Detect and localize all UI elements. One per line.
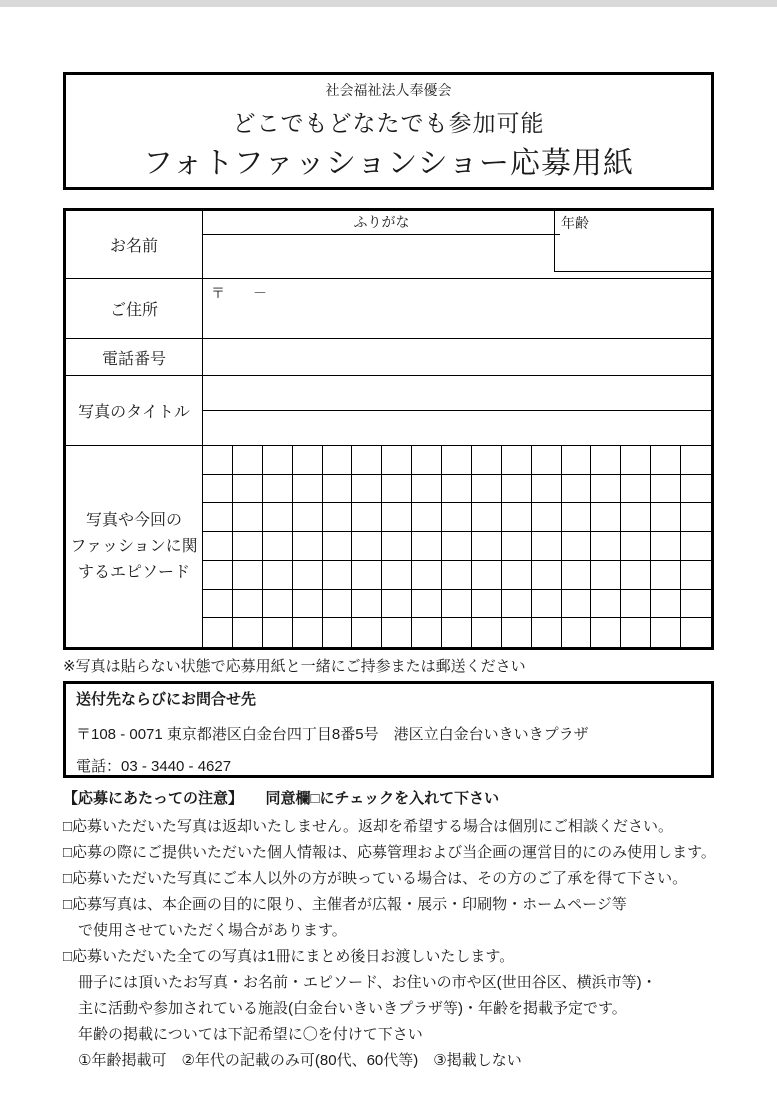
episode-grid-cell[interactable]: [472, 475, 502, 504]
contact-box: [63, 681, 714, 778]
furigana-label: ふりがな: [203, 211, 560, 235]
application-form-document: [63, 72, 714, 1074]
episode-grid-cell[interactable]: [681, 503, 711, 532]
episode-grid-cell[interactable]: [651, 446, 681, 475]
episode-grid-cell[interactable]: [532, 561, 562, 590]
episode-grid-cell[interactable]: [263, 475, 293, 504]
episode-grid-cell[interactable]: [293, 561, 323, 590]
episode-grid-cell[interactable]: [442, 590, 472, 619]
episode-label-line: するエピソード: [77, 563, 190, 581]
episode-grid-cell[interactable]: [651, 590, 681, 619]
episode-grid-cell[interactable]: [263, 503, 293, 532]
note-line: 冊子には頂いたお写真・お名前・エピソード、お住いの市や区(世田谷区、横浜市等)・: [63, 974, 657, 991]
episode-grid-cell[interactable]: [651, 532, 681, 561]
episode-grid-cell[interactable]: [681, 446, 711, 475]
episode-grid-cell[interactable]: [323, 590, 353, 619]
episode-grid-cell[interactable]: [681, 561, 711, 590]
episode-grid-cell[interactable]: [442, 475, 472, 504]
note-line: 年齢の掲載については下記希望に〇を付けて下さい: [63, 1026, 423, 1043]
episode-grid-cell[interactable]: [293, 590, 323, 619]
episode-grid-cell[interactable]: [562, 590, 592, 619]
episode-grid-cell[interactable]: [562, 446, 592, 475]
episode-grid-cell[interactable]: [412, 561, 442, 590]
episode-grid-cell[interactable]: [591, 618, 621, 647]
episode-grid-cell[interactable]: [472, 532, 502, 561]
organization-name: 社会福祉法人奉優会: [325, 82, 452, 98]
notes-lines: [63, 814, 714, 1074]
episode-grid-cell[interactable]: [233, 475, 263, 504]
episode-grid-cell[interactable]: [382, 446, 412, 475]
episode-grid-cell[interactable]: [203, 532, 233, 561]
episode-grid-cell[interactable]: [591, 475, 621, 504]
episode-grid-cell[interactable]: [263, 618, 293, 647]
phone-label: 電話番号: [66, 339, 203, 375]
episode-grid-cell[interactable]: [412, 475, 442, 504]
episode-grid-cell[interactable]: [472, 590, 502, 619]
contact-address: 〒108 - 0071 東京都港区白金台四丁目8番5号 港区立白金台いきいきプラザ: [76, 726, 589, 743]
episode-grid-cell[interactable]: [203, 561, 233, 590]
episode-grid-cell[interactable]: [651, 561, 681, 590]
episode-grid-cell[interactable]: [203, 446, 233, 475]
episode-grid-cell[interactable]: [562, 475, 592, 504]
note-line: □応募の際にご提供いただいた個人情報は、応募管理および当企画の運営目的にのみ使用します。: [63, 844, 716, 861]
note-line: □応募写真は、本企画の目的に限り、主催者が広報・展示・印刷物・ホームページ等: [63, 896, 627, 913]
episode-grid-cell[interactable]: [263, 561, 293, 590]
episode-grid-cell[interactable]: [532, 446, 562, 475]
episode-grid-cell[interactable]: [591, 503, 621, 532]
episode-grid-cell[interactable]: [233, 561, 263, 590]
notes-heading: 【応募にあたっての注意】 同意欄□にチェックを入れて下さい: [63, 790, 500, 807]
episode-grid-cell[interactable]: [532, 503, 562, 532]
episode-grid-cell[interactable]: [412, 503, 442, 532]
episode-grid-cell[interactable]: [323, 561, 353, 590]
name-input-column: [203, 211, 560, 278]
episode-grid-cell[interactable]: [562, 532, 592, 561]
episode-grid-cell[interactable]: [412, 446, 442, 475]
note-line: □応募いただいた写真にご本人以外の方が映っている場合は、その方のご了承を得て下さい。: [63, 870, 688, 887]
form-subtitle: どこでもどなたでも参加可能: [232, 110, 545, 136]
episode-grid-cell[interactable]: [472, 618, 502, 647]
episode-grid-cell[interactable]: [382, 590, 412, 619]
episode-grid-cell[interactable]: [382, 475, 412, 504]
photo-title-input-area: [203, 376, 711, 445]
age-cell[interactable]: [554, 211, 711, 272]
note-line: ①年齢掲載可 ②年代の記載のみ可(80代、60代等) ③掲載しない: [63, 1052, 522, 1069]
episode-grid-cell[interactable]: [293, 503, 323, 532]
episode-grid-cell[interactable]: [382, 532, 412, 561]
episode-grid-cell[interactable]: [442, 532, 472, 561]
episode-grid-cell[interactable]: [591, 532, 621, 561]
photo-title-line-1[interactable]: [203, 376, 711, 411]
episode-grid-cell[interactable]: [621, 475, 651, 504]
episode-grid-cell[interactable]: [323, 503, 353, 532]
episode-grid-cell[interactable]: [502, 618, 532, 647]
episode-grid-cell[interactable]: [382, 503, 412, 532]
photo-title-line-2[interactable]: [203, 411, 711, 445]
episode-grid-cell[interactable]: [562, 618, 592, 647]
episode-writing-grid: [203, 446, 711, 647]
episode-grid-cell[interactable]: [352, 475, 382, 504]
episode-grid-cell[interactable]: [651, 618, 681, 647]
episode-grid-cell[interactable]: [352, 590, 382, 619]
episode-grid-cell[interactable]: [472, 446, 502, 475]
episode-grid-cell[interactable]: [352, 503, 382, 532]
episode-label-line: ファッションに関: [70, 537, 198, 555]
episode-grid-cell[interactable]: [263, 446, 293, 475]
note-line: □応募いただいた写真は返却いたしません。返却を希望する場合は個別にご相談ください。: [63, 818, 673, 835]
address-row: [66, 278, 711, 338]
episode-grid-cell[interactable]: [621, 446, 651, 475]
episode-grid-cell[interactable]: [502, 590, 532, 619]
episode-grid-cell[interactable]: [352, 446, 382, 475]
note-line: 主に活動や参加されている施設(白金台いきいきプラザ等)・年齢を掲載予定です。: [63, 1000, 627, 1017]
episode-grid-cell[interactable]: [412, 590, 442, 619]
episode-grid-cell[interactable]: [442, 618, 472, 647]
episode-grid-cell[interactable]: [591, 561, 621, 590]
episode-grid-cell[interactable]: [263, 590, 293, 619]
episode-grid-cell[interactable]: [352, 532, 382, 561]
episode-grid-cell[interactable]: [502, 446, 532, 475]
episode-grid-cell[interactable]: [681, 532, 711, 561]
episode-grid-cell[interactable]: [681, 590, 711, 619]
episode-grid-cell[interactable]: [203, 590, 233, 619]
episode-grid-cell[interactable]: [293, 475, 323, 504]
applicant-info-table: [63, 208, 714, 650]
episode-grid-cell[interactable]: [323, 446, 353, 475]
episode-grid-cell[interactable]: [472, 561, 502, 590]
photo-title-row: [66, 375, 711, 445]
name-label: お名前: [66, 211, 203, 278]
episode-grid-cell[interactable]: [412, 618, 442, 647]
window-top-strip: [0, 0, 777, 7]
episode-grid-cell[interactable]: [621, 532, 651, 561]
episode-grid-cell[interactable]: [681, 475, 711, 504]
episode-grid-cell[interactable]: [233, 532, 263, 561]
form-header-box: [63, 72, 714, 190]
address-label: ご住所: [66, 279, 203, 338]
episode-grid-cell[interactable]: [203, 618, 233, 647]
episode-grid-cell[interactable]: [651, 503, 681, 532]
photo-handling-note: ※写真は貼らない状態で応募用紙と一緒にご持参または郵送ください: [63, 658, 526, 675]
episode-grid-cell[interactable]: [293, 618, 323, 647]
episode-grid-cell[interactable]: [412, 532, 442, 561]
episode-grid-cell[interactable]: [651, 475, 681, 504]
episode-grid-cell[interactable]: [233, 446, 263, 475]
episode-grid-cell[interactable]: [591, 590, 621, 619]
episode-grid-cell[interactable]: [591, 446, 621, 475]
episode-grid-cell[interactable]: [323, 475, 353, 504]
episode-grid-cell[interactable]: [502, 561, 532, 590]
address-input-cell[interactable]: [203, 279, 711, 338]
name-input-cell[interactable]: [203, 235, 560, 278]
episode-grid-cell[interactable]: [203, 503, 233, 532]
episode-grid-cell[interactable]: [233, 590, 263, 619]
episode-grid-cell[interactable]: [263, 532, 293, 561]
episode-grid-cell[interactable]: [621, 503, 651, 532]
episode-grid-cell[interactable]: [352, 618, 382, 647]
postal-code-mark: 〒 －: [211, 285, 267, 301]
episode-grid-cell[interactable]: [502, 475, 532, 504]
episode-grid-cell[interactable]: [532, 618, 562, 647]
episode-grid-cell[interactable]: [382, 561, 412, 590]
episode-grid-cell[interactable]: [621, 561, 651, 590]
episode-grid-cell[interactable]: [233, 618, 263, 647]
episode-grid-cell[interactable]: [532, 532, 562, 561]
name-row: [66, 211, 711, 278]
episode-grid-cell[interactable]: [323, 618, 353, 647]
episode-grid-cell[interactable]: [323, 532, 353, 561]
application-notes: [63, 788, 714, 1074]
note-line: □応募いただいた全ての写真は1冊にまとめ後日お渡しいたします。: [63, 948, 515, 965]
episode-grid-cell[interactable]: [562, 561, 592, 590]
episode-grid-cell[interactable]: [293, 532, 323, 561]
form-title: フォトファッションショー応募用紙: [142, 147, 635, 180]
note-line: で使用させていただく場合があります。: [63, 922, 347, 939]
episode-grid-cell[interactable]: [293, 446, 323, 475]
photo-title-label: 写真のタイトル: [66, 376, 203, 445]
episode-grid-cell[interactable]: [442, 561, 472, 590]
phone-input-cell[interactable]: [203, 339, 711, 375]
contact-phone: 電話：03 - 3440 - 4627: [76, 758, 232, 775]
episode-label-line: 写真や今回の: [85, 511, 182, 529]
episode-grid-cell[interactable]: [502, 503, 532, 532]
episode-label: [66, 446, 203, 647]
episode-grid-cell[interactable]: [472, 503, 502, 532]
phone-row: [66, 338, 711, 375]
episode-grid-cell[interactable]: [352, 561, 382, 590]
episode-grid-cell[interactable]: [532, 475, 562, 504]
contact-heading: 送付先ならびにお問合せ先: [76, 691, 257, 708]
episode-grid-cell[interactable]: [442, 446, 472, 475]
episode-grid-cell[interactable]: [621, 618, 651, 647]
episode-grid-cell[interactable]: [233, 503, 263, 532]
episode-grid-cell[interactable]: [681, 618, 711, 647]
episode-row: [66, 445, 711, 647]
episode-grid-cell[interactable]: [562, 503, 592, 532]
episode-grid-cell[interactable]: [621, 590, 651, 619]
episode-grid-cell[interactable]: [442, 503, 472, 532]
age-label: 年齢: [561, 215, 589, 231]
episode-grid-cell[interactable]: [532, 590, 562, 619]
episode-grid-cell[interactable]: [502, 532, 532, 561]
episode-grid-cell[interactable]: [203, 475, 233, 504]
episode-grid-cell[interactable]: [382, 618, 412, 647]
